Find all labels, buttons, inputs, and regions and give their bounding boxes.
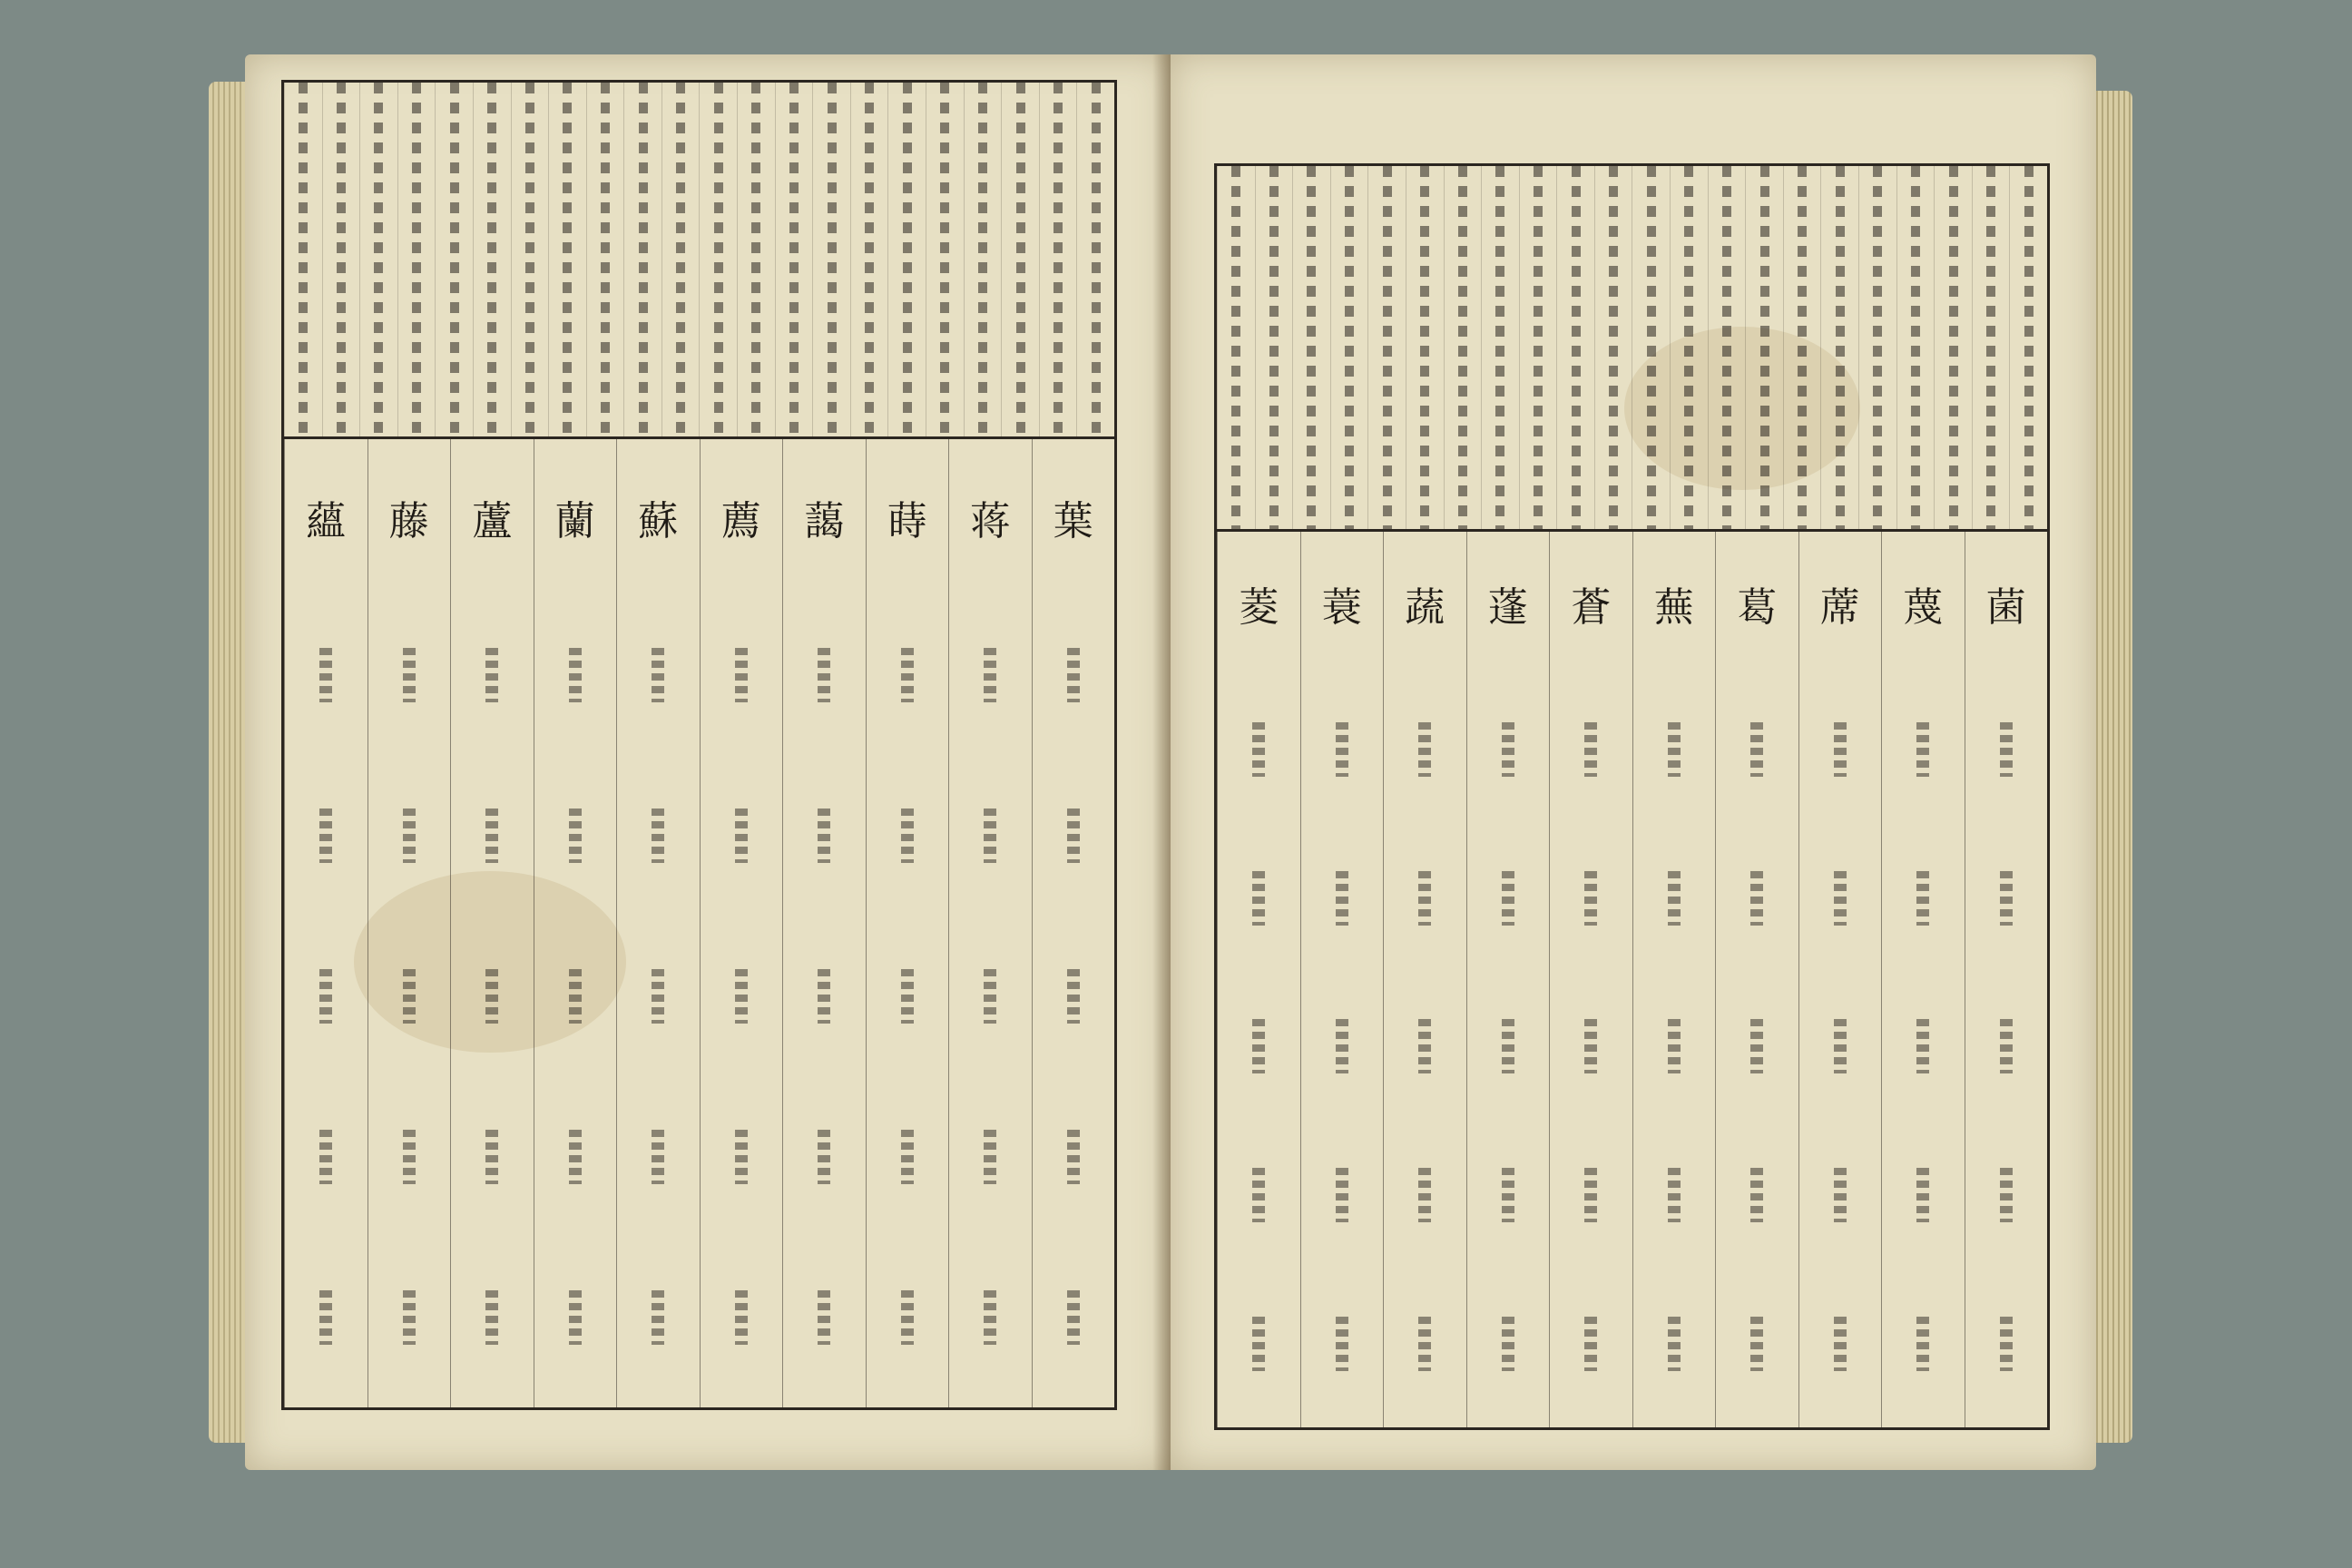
entry-column (368, 439, 451, 1407)
headword: 菌 (1985, 583, 2026, 631)
text-column (850, 83, 888, 436)
gloss-text (1750, 722, 1763, 777)
headword: 菱 (1239, 583, 1279, 631)
gloss-text (1750, 1168, 1763, 1222)
gloss-text (984, 648, 996, 702)
text-column (1330, 166, 1368, 529)
gloss-text (1750, 1019, 1763, 1073)
text-column (1519, 166, 1557, 529)
headword: 蓬 (1487, 583, 1528, 631)
gloss-text (1834, 871, 1847, 926)
gloss-text (319, 1290, 332, 1345)
gloss-text (1668, 1317, 1681, 1371)
left-page (245, 54, 1171, 1470)
gloss-text (652, 1130, 664, 1184)
gloss-text (901, 808, 914, 863)
text-column (887, 83, 926, 436)
gloss-text (901, 969, 914, 1024)
text-column (1076, 83, 1114, 436)
gloss-text (735, 969, 748, 1024)
headword: 蓆 (1819, 583, 1860, 631)
gloss-text (1584, 722, 1597, 777)
gloss-text (818, 1130, 830, 1184)
text-column (1039, 83, 1077, 436)
gloss-text (485, 808, 498, 863)
text-column (1001, 83, 1039, 436)
gloss-text (901, 1130, 914, 1184)
gloss-text (818, 648, 830, 702)
text-column (662, 83, 700, 436)
gloss-text (652, 808, 664, 863)
text-column (1934, 166, 1972, 529)
gloss-text (569, 648, 582, 702)
gloss-text (1916, 1019, 1929, 1073)
text-column (1820, 166, 1858, 529)
right-page-frame (1214, 163, 2050, 1430)
gloss-text (1916, 1168, 1929, 1222)
text-column (1406, 166, 1444, 529)
headword: 蒋 (970, 497, 1011, 544)
gloss-text (1502, 1019, 1514, 1073)
gloss-text (1502, 1168, 1514, 1222)
text-column (435, 83, 473, 436)
text-column (699, 83, 737, 436)
gloss-text (1418, 871, 1431, 926)
gloss-text (485, 1290, 498, 1345)
gloss-text (818, 1290, 830, 1345)
gloss-text (1418, 722, 1431, 777)
entry-column (1466, 532, 1550, 1427)
gloss-text (485, 648, 498, 702)
gloss-text (1916, 1317, 1929, 1371)
gloss-text (1336, 871, 1348, 926)
gloss-text (901, 648, 914, 702)
headword: 蔑 (1903, 583, 1944, 631)
gloss-text (2000, 722, 2013, 777)
gloss-text (1834, 1168, 1847, 1222)
gloss-text (1668, 722, 1681, 777)
gloss-text (984, 808, 996, 863)
gloss-text (569, 969, 582, 1024)
text-column (1632, 166, 1670, 529)
text-column (1972, 166, 2010, 529)
entry-column (1383, 532, 1466, 1427)
gloss-text (485, 969, 498, 1024)
text-column (2009, 166, 2047, 529)
gloss-text (818, 808, 830, 863)
gloss-text (1834, 1317, 1847, 1371)
entry-column (1032, 439, 1115, 1407)
gloss-text (984, 969, 996, 1024)
text-column (812, 83, 850, 436)
gloss-text (569, 1290, 582, 1345)
headword: 藹 (804, 497, 845, 544)
entry-column (1549, 532, 1632, 1427)
gloss-text (569, 808, 582, 863)
gloss-text (901, 1290, 914, 1345)
gloss-text (319, 1130, 332, 1184)
text-column (1708, 166, 1746, 529)
left-upper-register (284, 83, 1114, 439)
text-column (1444, 166, 1482, 529)
entry-column (1965, 532, 2048, 1427)
left-page-frame (281, 80, 1117, 1410)
headword: 薦 (720, 497, 761, 544)
headword: 蘊 (306, 497, 347, 544)
entry-column (1632, 532, 1716, 1427)
gloss-text (1834, 1019, 1847, 1073)
entry-column (450, 439, 534, 1407)
text-column (775, 83, 813, 436)
headword: 蕪 (1653, 583, 1694, 631)
entry-column (782, 439, 866, 1407)
gloss-text (1584, 1019, 1597, 1073)
gloss-text (1336, 1019, 1348, 1073)
gloss-text (1067, 969, 1080, 1024)
gloss-text (403, 1130, 416, 1184)
gloss-text (818, 969, 830, 1024)
text-column (1217, 166, 1255, 529)
gloss-text (319, 648, 332, 702)
gloss-text (1067, 1290, 1080, 1345)
gloss-text (1418, 1168, 1431, 1222)
headword: 藤 (388, 497, 429, 544)
gloss-text (1336, 1317, 1348, 1371)
text-column (1481, 166, 1519, 529)
entry-column (1798, 532, 1882, 1427)
text-column (623, 83, 662, 436)
gloss-text (1418, 1019, 1431, 1073)
gloss-text (319, 969, 332, 1024)
left-lower-register (284, 439, 1114, 1407)
headword: 蒔 (887, 497, 927, 544)
text-column (1255, 166, 1293, 529)
gloss-text (1584, 1168, 1597, 1222)
gloss-text (1252, 1019, 1265, 1073)
right-upper-register (1217, 166, 2047, 532)
gloss-text (485, 1130, 498, 1184)
gloss-text (652, 969, 664, 1024)
gloss-text (1502, 871, 1514, 926)
gloss-text (1668, 1168, 1681, 1222)
gloss-text (403, 648, 416, 702)
entry-column (616, 439, 700, 1407)
open-book (209, 54, 2132, 1488)
gloss-text (1916, 722, 1929, 777)
entry-column (1715, 532, 1798, 1427)
text-column (586, 83, 624, 436)
entry-column (1217, 532, 1300, 1427)
gloss-text (1668, 1019, 1681, 1073)
text-column (1858, 166, 1896, 529)
gloss-text (1418, 1317, 1431, 1371)
gloss-text (319, 808, 332, 863)
right-page (1171, 54, 2096, 1470)
text-column (1896, 166, 1935, 529)
headword: 葛 (1737, 583, 1778, 631)
headword: 蒼 (1571, 583, 1612, 631)
headword: 葉 (1053, 497, 1093, 544)
headword: 蘇 (638, 497, 679, 544)
text-column (1367, 166, 1406, 529)
gloss-text (2000, 871, 2013, 926)
gloss-text (652, 1290, 664, 1345)
entry-column (700, 439, 783, 1407)
gloss-text (1668, 871, 1681, 926)
gloss-text (735, 1290, 748, 1345)
right-lower-register (1217, 532, 2047, 1427)
gloss-text (403, 1290, 416, 1345)
text-column (964, 83, 1002, 436)
gloss-text (652, 648, 664, 702)
gloss-text (2000, 1317, 2013, 1371)
gloss-text (1336, 1168, 1348, 1222)
gloss-text (1252, 871, 1265, 926)
headword: 蔬 (1405, 583, 1446, 631)
text-column (1670, 166, 1708, 529)
gloss-text (1336, 722, 1348, 777)
entry-column (866, 439, 949, 1407)
gloss-text (984, 1130, 996, 1184)
gloss-text (1750, 1317, 1763, 1371)
gloss-text (403, 808, 416, 863)
entry-column (1881, 532, 1965, 1427)
gloss-text (1067, 808, 1080, 863)
gloss-text (1834, 722, 1847, 777)
headword: 蓑 (1321, 583, 1362, 631)
text-column (548, 83, 586, 436)
gloss-text (1584, 1317, 1597, 1371)
entry-column (284, 439, 368, 1407)
text-column (397, 83, 436, 436)
gloss-text (735, 648, 748, 702)
text-column (1292, 166, 1330, 529)
text-column (926, 83, 964, 436)
gloss-text (1916, 871, 1929, 926)
gloss-text (1584, 871, 1597, 926)
text-column (1783, 166, 1821, 529)
gloss-text (1252, 722, 1265, 777)
headword: 蘭 (554, 497, 595, 544)
gloss-text (403, 969, 416, 1024)
gloss-text (1067, 648, 1080, 702)
text-column (1745, 166, 1783, 529)
gloss-text (2000, 1168, 2013, 1222)
entry-column (948, 439, 1032, 1407)
gloss-text (1502, 1317, 1514, 1371)
text-column (1594, 166, 1632, 529)
text-column (284, 83, 322, 436)
text-column (1556, 166, 1594, 529)
gloss-text (1502, 722, 1514, 777)
gloss-text (2000, 1019, 2013, 1073)
entry-column (534, 439, 617, 1407)
headword: 蘆 (472, 497, 513, 544)
gloss-text (1252, 1317, 1265, 1371)
text-column (322, 83, 360, 436)
gloss-text (984, 1290, 996, 1345)
gloss-text (1252, 1168, 1265, 1222)
text-column (359, 83, 397, 436)
gloss-text (1067, 1130, 1080, 1184)
text-column (473, 83, 511, 436)
text-column (737, 83, 775, 436)
text-column (511, 83, 549, 436)
gloss-text (735, 808, 748, 863)
entry-column (1300, 532, 1384, 1427)
gloss-text (735, 1130, 748, 1184)
gloss-text (569, 1130, 582, 1184)
gloss-text (1750, 871, 1763, 926)
